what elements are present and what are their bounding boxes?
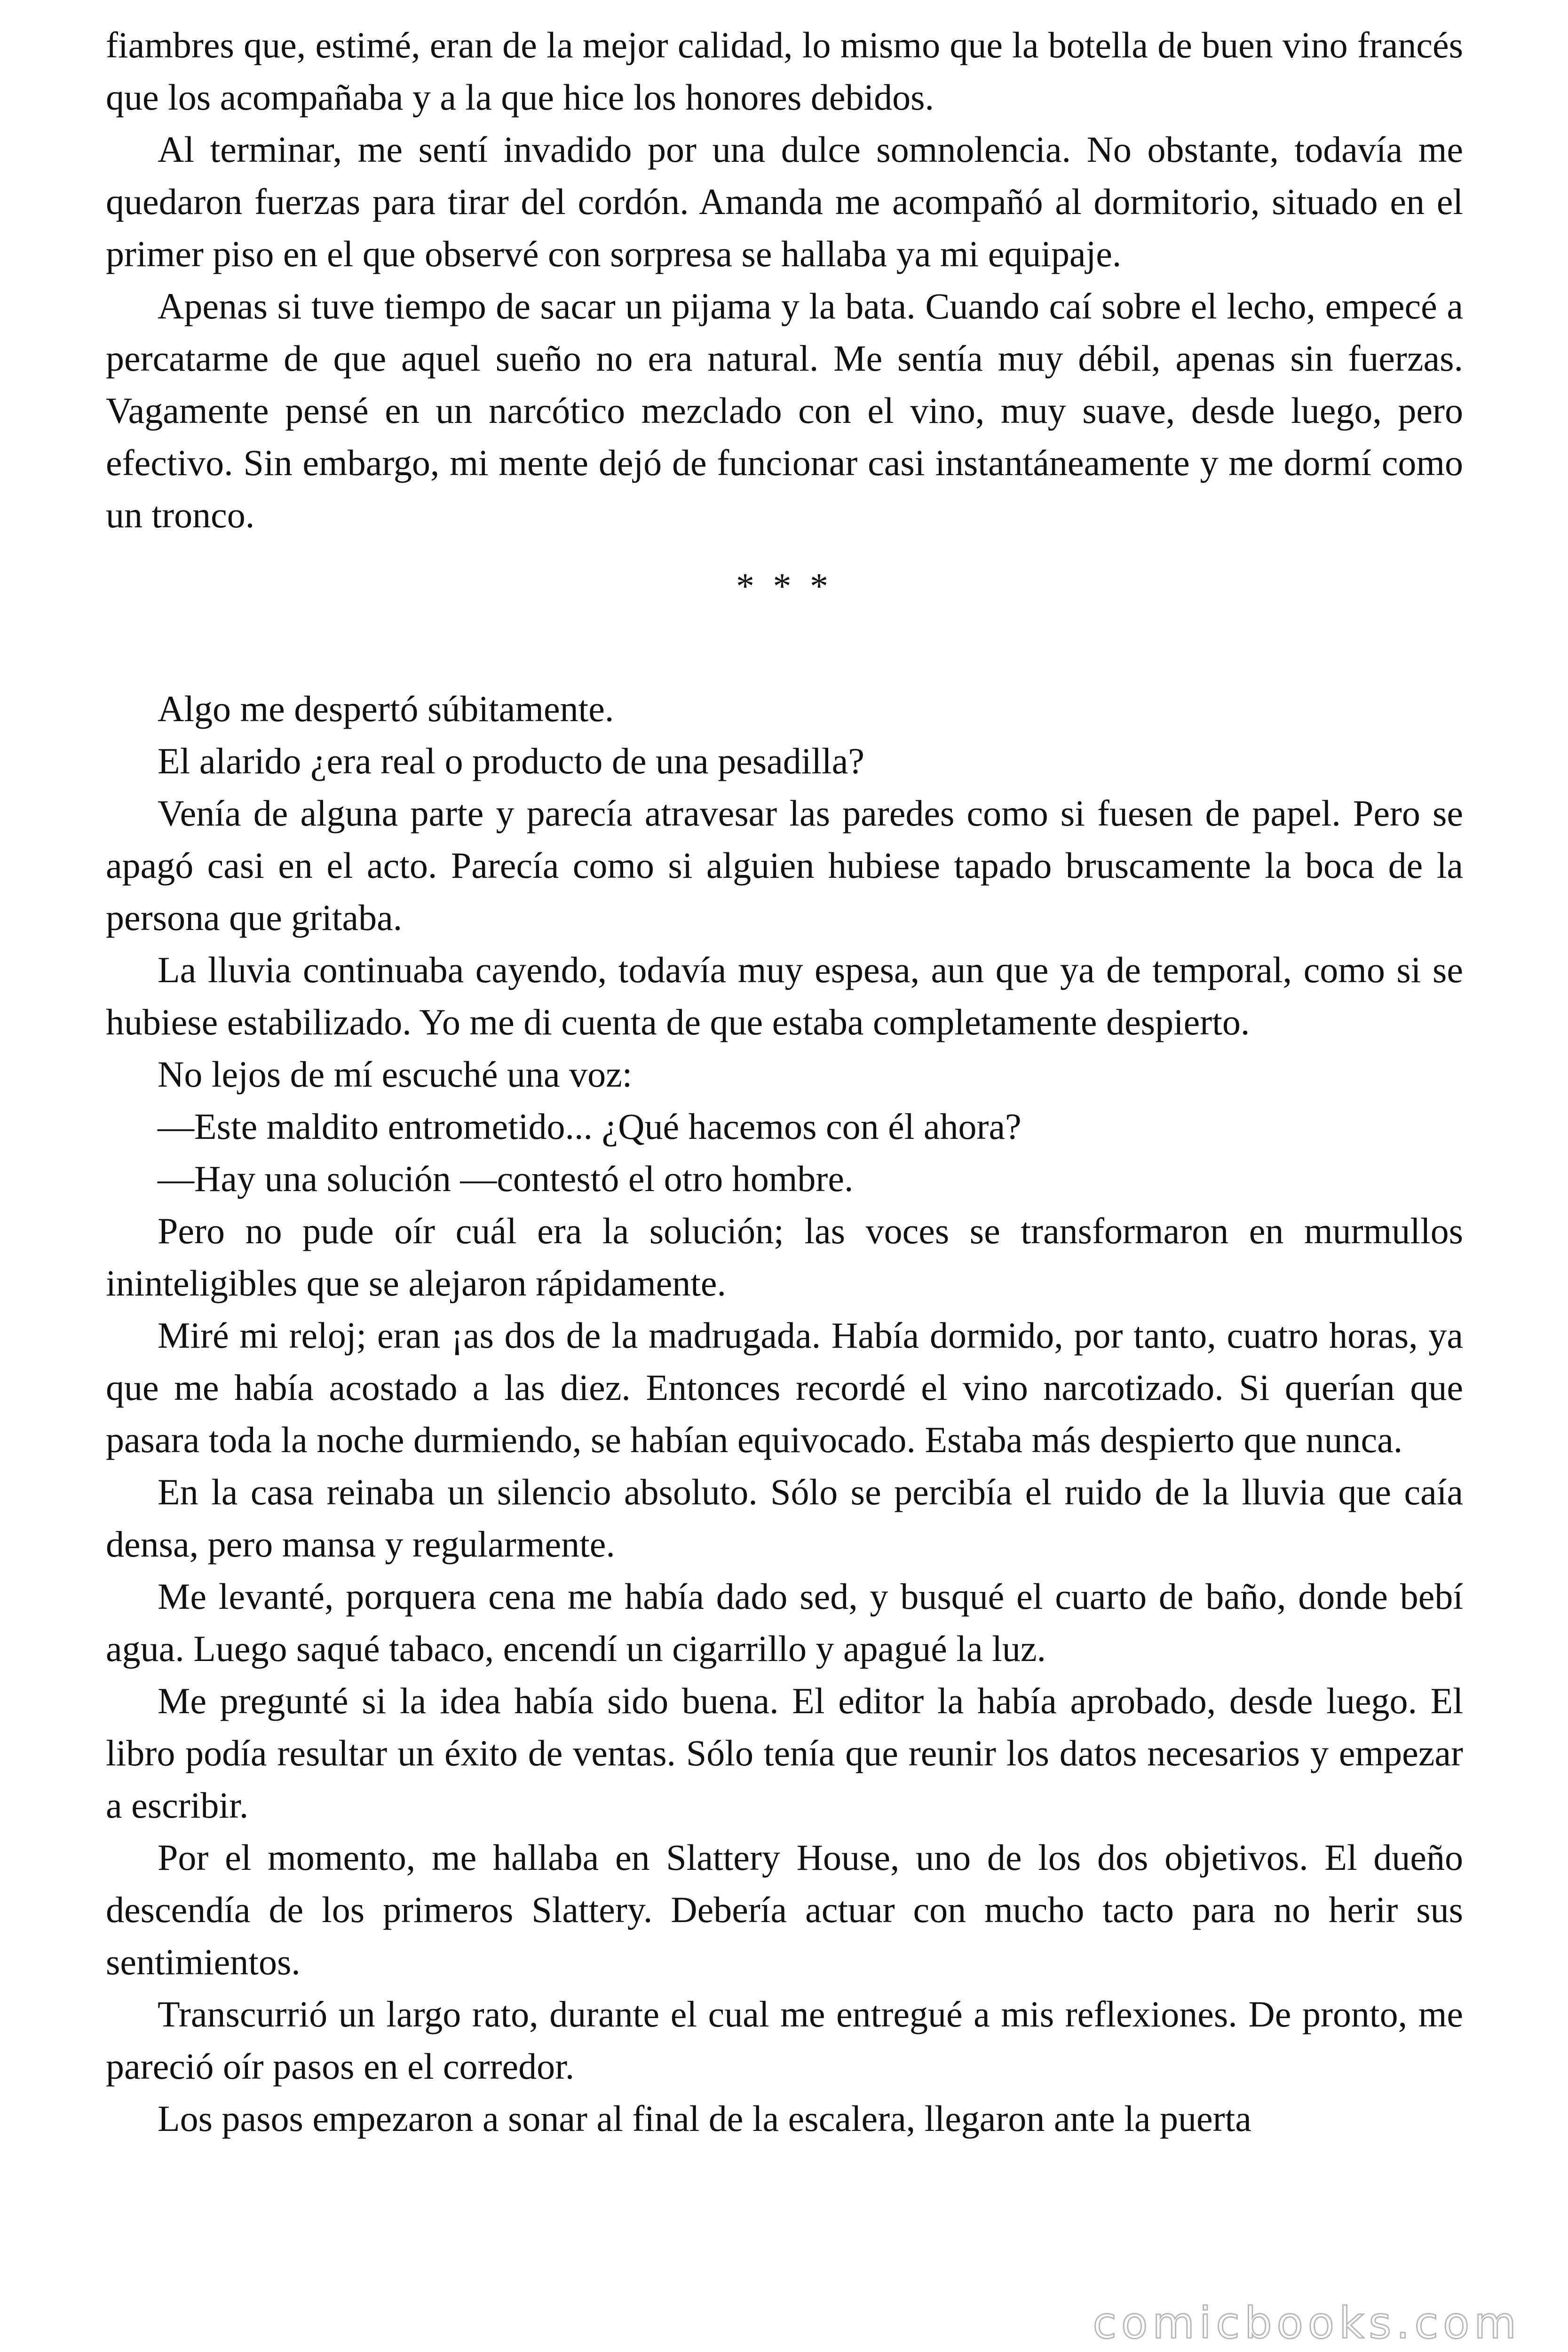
paragraph: Miré mi reloj; eran ¡as dos de la madrugada. Había dormido, por tanto, cuatro horas, ya que me había acostado a las diez. Entonces recordé el vino narcotizado. Si querían que pasara toda la noche durmiendo, se habían equivocado. Estaba más despierto que nunca. (106, 1315, 1463, 1460)
paragraph: No lejos de mí escuché una voz: (158, 1054, 633, 1095)
paragraph: Transcurrió un largo rato, durante el cual me entregué a mis reflexiones. De pronto, me pareció oír pasos en el corredor. (106, 1994, 1463, 2087)
paragraph: Por el momento, me hallaba en Slattery House, uno de los dos objetivos. El dueño descendía de los primeros Slattery. Debería actuar con mucho tacto para no herir sus sentimientos. (106, 1837, 1463, 1982)
paragraph: En la casa reinaba un silencio absoluto. Sólo se percibía el ruido de la lluvia que caía densa, pero mansa y regularmente. (106, 1471, 1463, 1565)
paragraph: Pero no pude oír cuál era la solución; las voces se transformaron en murmullos ininteligibles que se alejaron rápidamente. (106, 1210, 1463, 1303)
paragraph: El alarido ¿era real o producto de una pesadilla? (158, 740, 864, 781)
paragraph: La lluvia continuaba cayendo, todavía muy espesa, aun que ya de temporal, como si se hubiese estabilizado. Yo me di cuenta de que estaba completamente despierto. (106, 949, 1463, 1042)
paragraph: Algo me despertó súbitamente. (158, 688, 614, 729)
dialogue-line: —Este maldito entrometido... ¿Qué hacemos con él ahora? (158, 1106, 1022, 1147)
paragraph: Venía de alguna parte y parecía atravesar las paredes como si fuesen de papel. Pero se apagó casi en el acto. Parecía como si alguien hubiese tapado bruscamente la boca de la persona que gritaba. (106, 793, 1463, 938)
watermark: comicbooks.com (1093, 2298, 1521, 2348)
paragraph: Me levanté, porquera cena me había dado sed, y busqué el cuarto de baño, donde bebí agua. Luego saqué tabaco, encendí un cigarrillo y apagué la luz. (106, 1576, 1463, 1669)
paragraph: Me pregunté si la idea había sido buena. El editor la había aprobado, desde luego. El libro podía resultar un éxito de ventas. Sólo tenía que reunir los datos necesarios y empezar a escribir. (106, 1680, 1463, 1826)
paragraph: fiambres que, estimé, eran de la mejor calidad, lo mismo que la botella de buen vino francés que los acompañaba y a la que hice los honores debidos. (106, 24, 1463, 118)
dialogue-line: —Hay una solución —contestó el otro hombre. (158, 1158, 854, 1199)
paragraph: Apenas si tuve tiempo de sacar un pijama y la bata. Cuando caí sobre el lecho, empecé a percatarme de que aquel sueño no era natural. Me sentía muy débil, apenas sin fuerzas. Vagamente pensé en un narcótico mezclado con el vino, muy suave, desde luego, pero efectivo. Sin embargo, mi mente dejó de funcionar casi instantáneamente y me dormí como un tronco. (106, 286, 1463, 535)
paragraph: Al terminar, me sentí invadido por una dulce somnolencia. No obstante, todavía me quedaron fuerzas para tirar del cordón. Amanda me acompañó al dormitorio, situado en el primer piso en el que observé con sorpresa se hallaba ya mi equipaje. (106, 129, 1463, 274)
page-text (106, 19, 1463, 2145)
paragraph: Los pasos empezaron a sonar al final de la escalera, llegaron ante la puerta (158, 2098, 1251, 2139)
section-separator: * * * (736, 565, 833, 606)
